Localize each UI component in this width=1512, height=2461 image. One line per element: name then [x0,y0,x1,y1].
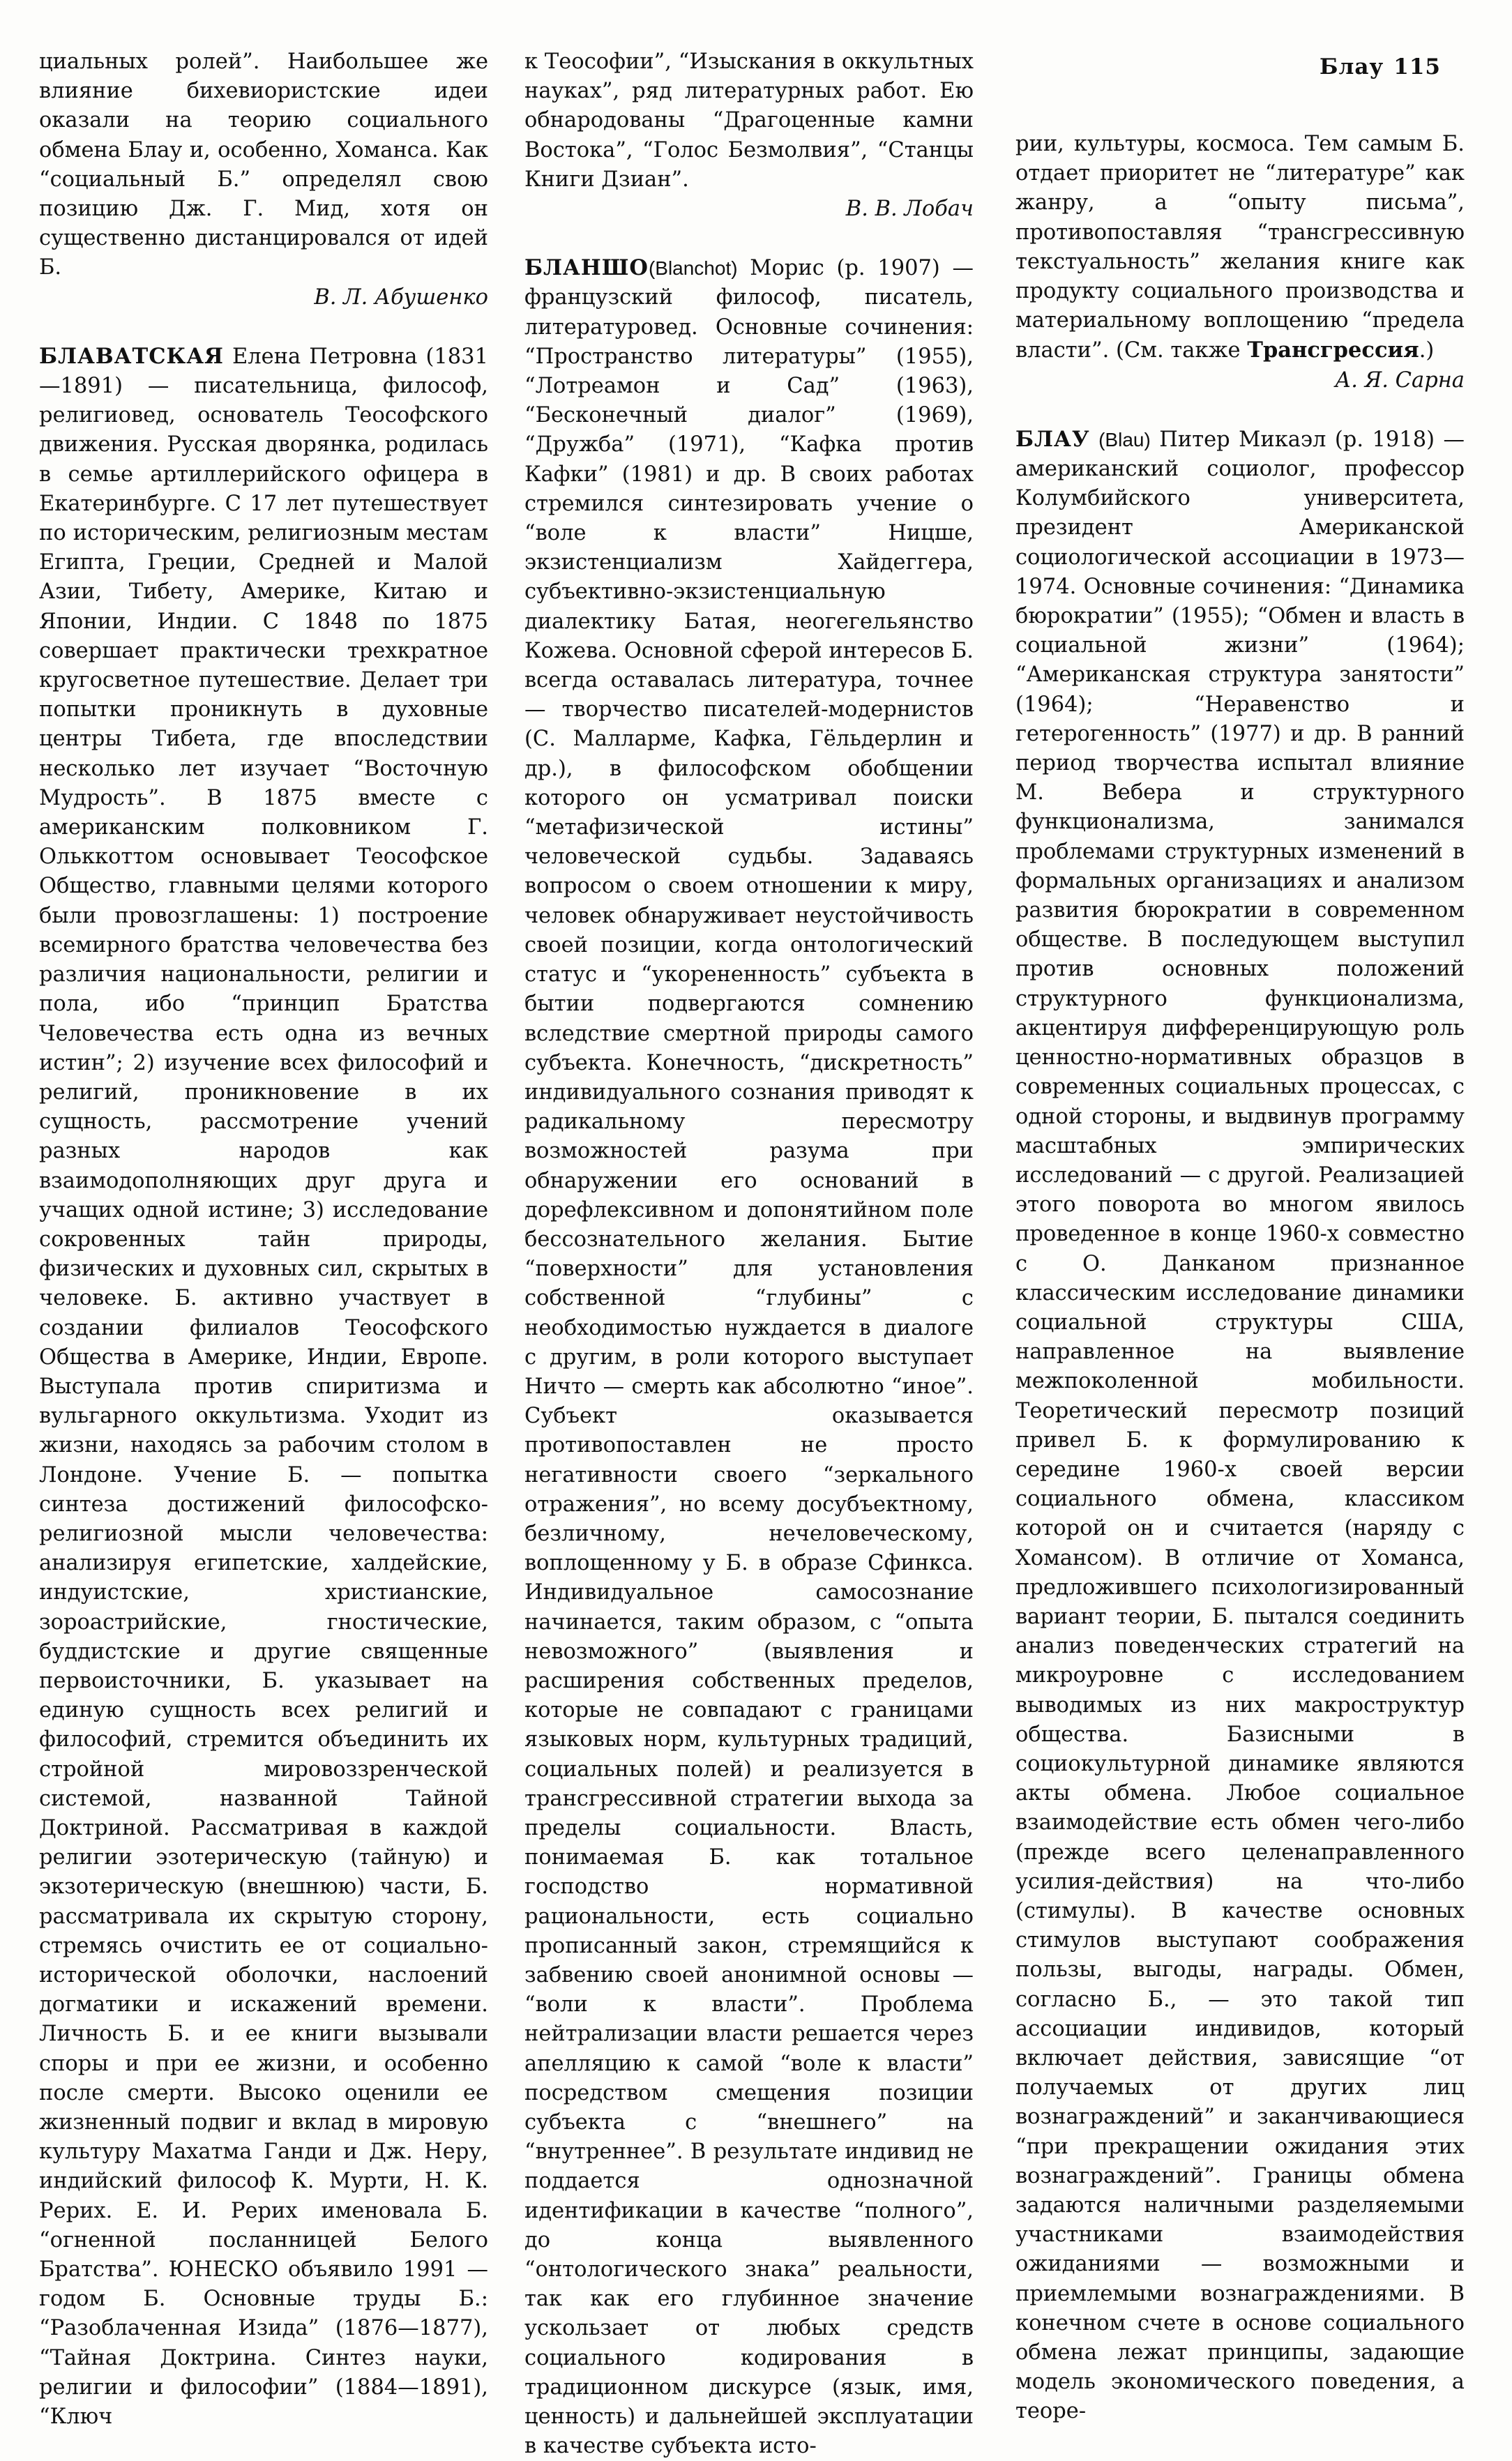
continued-paragraph: к Теософии”, “Изыскания в оккультных науках”, ряд литературных работ. Ею обнародованы “Драгоценные камни Востока”, “Голос Безмолвия”, “Станцы Книги Дзиан”. [524,50,974,192]
author-signature: В. В. Лобач [845,197,974,222]
entry-blau [1015,425,1465,2427]
column-2 [524,47,974,2461]
entry-blavatskaya [39,342,488,2432]
author-signature: А. Я. Сарна [1335,368,1465,393]
entry-headword: БЛАНШО [524,255,649,281]
continued-paragraph: циальных ролей”. Наибольшее же влияние бихевиористские идеи оказали на теорию социального обмена Блау и, особенно, Хоманса. Как “социальный Б.” определял свою позицию Дж. Г. Мид, хотя он существенно дистанцировался от идей Б. [39,50,488,280]
column-1 [39,47,488,2432]
page-number: 115 [1393,54,1441,79]
running-header [1320,54,1441,79]
entry-headword: БЛАУ [1015,426,1090,452]
running-head-title: Блау [1320,54,1384,79]
entry-latin-name: (Blau) [1098,428,1151,450]
entry-text: Елена Петровна (1831—1891) — писательница, философ, религиовед, основатель Теософского движения. Русская дворянка, родилась в семье артиллерийского офицера в Екатеринбурге. С 17 лет путешествует по историческим, религиозным местам Египта, Греции, Средней и Малой Азии, Тибету, Америке, Китаю и Японии, Индии. С 1848 по 1875 совершает практически трехкратное кругосветное путешествие. Делает три попытки проникнуть в духовные центры Тибета, где впоследствии несколько лет изучает “Восточную Мудрость”. В 1875 вместе с американским полковником Г. Ольккоттом основывает Теософское Общество, главными целями которого были провозглашены: 1) построение всемирного братства человечества без различия национальности, религии и пола, ибо “принцип Братства Человечества есть одна из вечных истин”; 2) изучение всех философий и религий, проникновение в их сущность, рассмотрение учений разных народов как взаимодополняющих друг друга и учащих одной истине; 3) исследование сокровенных тайн природы, физических и духовных сил, скрытых в человеке. Б. активно участвует в создании филиалов Теософского Общества в Америке, Индии, Европе. Выступала против спиритизма и вульгарного оккультизма. Уходит из жизни, находясь за рабочим столом в Лондоне. Учение Б. — попытка синтеза достижений философско-религиозной мысли человечества: анализируя египетские, халдейские, индуистские, христианские, зороастрийские, гностические, буддистские и другие священные первоисточники, Б. указывает на единую сущность всех религий и философий, стремится объединить их стройной мировоззренческой системой, названной Тайной Доктриной. Рассматривая в каждой религии эзотерическую (тайную) и экзотерическую (внешнюю) части, Б. рассматривала их скрытую сторону, стремясь очистить ее от социально-исторической оболочки, наслоений догматики и искажений времени. Личность Б. и ее книги вызывали споры и при ее жизни, и особенно после смерти. Высоко оценили ее жизненный подвиг и вклад в мировую культуру Махатма Ганди и Дж. Неру, индийский философ К. Мурти, Н. К. Рерих. Е. И. Рерих именовала Б. “огненной посланницей Белого Братства”. ЮНЕСКО объявило 1991 — годом Б. Основные труды Б.: “Разоблаченная Изида” (1876—1877), “Тайная Доктрина. Синтез науки, религии и философии” (1884—1891), “Ключ [39,344,488,2430]
entry-text: Морис (р. 1907) — французский философ, писатель, литературовед. Основные сочинения: “Пространство литературы” (1955), “Лотреамон и Сад” (1963), “Бесконечный диалог” (1969), “Дружба” (1971), “Кафка против Кафки” (1981) и др. В своих работах стремился синтезировать учение о “воле к власти” Ницше, экзистенциализм Хайдеггера, субъективно-экзистенциальную диалектику Батая, неогегельянство Кожева. Основной сферой интересов Б. всегда оставалась литература, точнее — творчество писателей-модернистов (С. Малларме, Кафка, Гёльдерлин и др.), в философском обобщении которого он усматривал поиски “метафизической истины” человеческой судьбы. Задаваясь вопросом о своем отношении к миру, человек обнаруживает неустойчивость своей позиции, когда онтологический статус и “укорененность” субъекта в бытии подвергаются сомнению вследствие смертной природы самого субъекта. Конечность, “дискретность” индивидуального сознания приводят к радикальному пересмотру возможностей разума при обнаружении его оснований в дорефлексивном и допонятийном поле бессознательного желания. Бытие “поверхности” для установления собственной “глубины” с необходимостью нуждается в диалоге с другим, в роли которого выступает Ничто — смерть как абсолютно “иное”. Субъект оказывается противопоставлен не просто негативности своего “зеркального отражения”, но всему досубъектному, безличному, нечеловеческому, воплощенному у Б. в образе Сфинкса. Индивидуальное самосознание начинается, таким образом, с “опыта невозможного” (выявления и расширения собственных пределов, которые не совпадают с границами языковых норм, культурных традиций, социальных полей) и реализуется в трансгрессивной стратегии выхода за пределы социальности. Власть, понимаемая Б. как тотальное господство нормативной рациональности, есть социально прописанный закон, стремящийся к забвению своей анонимной основы — “воли к власти”. Проблема нейтрализации власти решается через апелляцию к самой “воле к власти” посредством смещения позиции субъекта с “внешнего” на “внутреннее”. В результате индивид не поддается однозначной идентификации в качестве “полного”, до конца выявленного “онтологического знака” реальности, так как его глубинное значение ускользает от любых средств социального кодирования в традиционном дискурсе (язык, имя, ценность) и дальнейшей эксплуатации в качестве субъекта исто- [524,256,974,2459]
entry-text: Питер Микаэл (р. 1918) — американский социолог, профессор Колумбийского университета, президент Американской социологической ассоциации в 1973—1974. Основные сочинения: “Динамика бюрократии” (1955); “Обмен и власть в социальной жизни” (1964); “Американская структура занятости” (1964); “Неравенство и гетерогенность” (1977) и др. В ранний период творчества испытал влияние М. Вебера и структурного функционализма, занимался проблемами структурных изменений в формальных организациях и анализом развития бюрократии в современном обществе. В последующем выступил против основных положений структурного функционализма, акцентируя дифференцирующую роль ценностно-нормативных образцов в современных социальных процессах, с одной стороны, и выдвинув программу масштабных эмпирических исследований — с другой. Реализацией этого поворота во многом явилось проведенное в конце 1960-х совместно с О. Данканом признанное классическим исследование динамики социальной структуры США, направленное на выявление межпоколенной мобильности. Теоретический пересмотр позиций привел Б. к формулированию к середине 1960-х своей версии социального обмена, классиком которой он и считается (наряду с Хомансом). В отличие от Хоманса, предложившего психологизированный вариант теории, Б. пытался соединить анализ поведенческих стратегий на микроуровне с исследованием выводимых из них макроструктур общества. Базисными в социокультурной динамике являются акты обмена. Любое социальное взаимодействие есть обмен чего-либо (прежде всего целенаправленного усилия-действия) на что-либо (стимулы). В качестве основных стимулов выступают соображения пользы, выгоды, награды. Обмен, согласно Б., — это такой тип ассоциации индивидов, который включает действия, зависящие “от получаемых от других лиц вознаграждений” и заканчивающиеся “при прекращении ожидания этих вознаграждений”. Границы обмена задаются наличными разделяемыми участниками взаимодействия ожиданиями — возможными и приемлемыми вознаграждениями. В конечном счете в основе социального обмена лежат принципы, задающие модель экономического поведения, а теоре- [1015,427,1465,2424]
paragraph-text: рии, культуры, космоса. Тем самым Б. отдает приоритет не “литературе” как жанру, а “опыту письма”, противопоставляя “трансгрессивную текстуальность” желания книге как продукту социального производства и материальному воплощению “предела власти”. (См. также [1015,132,1465,363]
entry-blanchot [524,253,974,2461]
paragraph-end: .) [1419,338,1435,363]
entry-latin-name: (Blanchot) [648,257,738,280]
cross-reference: Трансгрессия [1247,338,1419,363]
entry-headword: БЛАВАТСКАЯ [39,343,224,369]
continued-paragraph [1015,130,1465,366]
column-3 [1015,130,1465,2427]
author-signature: В. Л. Абушенко [314,285,488,310]
